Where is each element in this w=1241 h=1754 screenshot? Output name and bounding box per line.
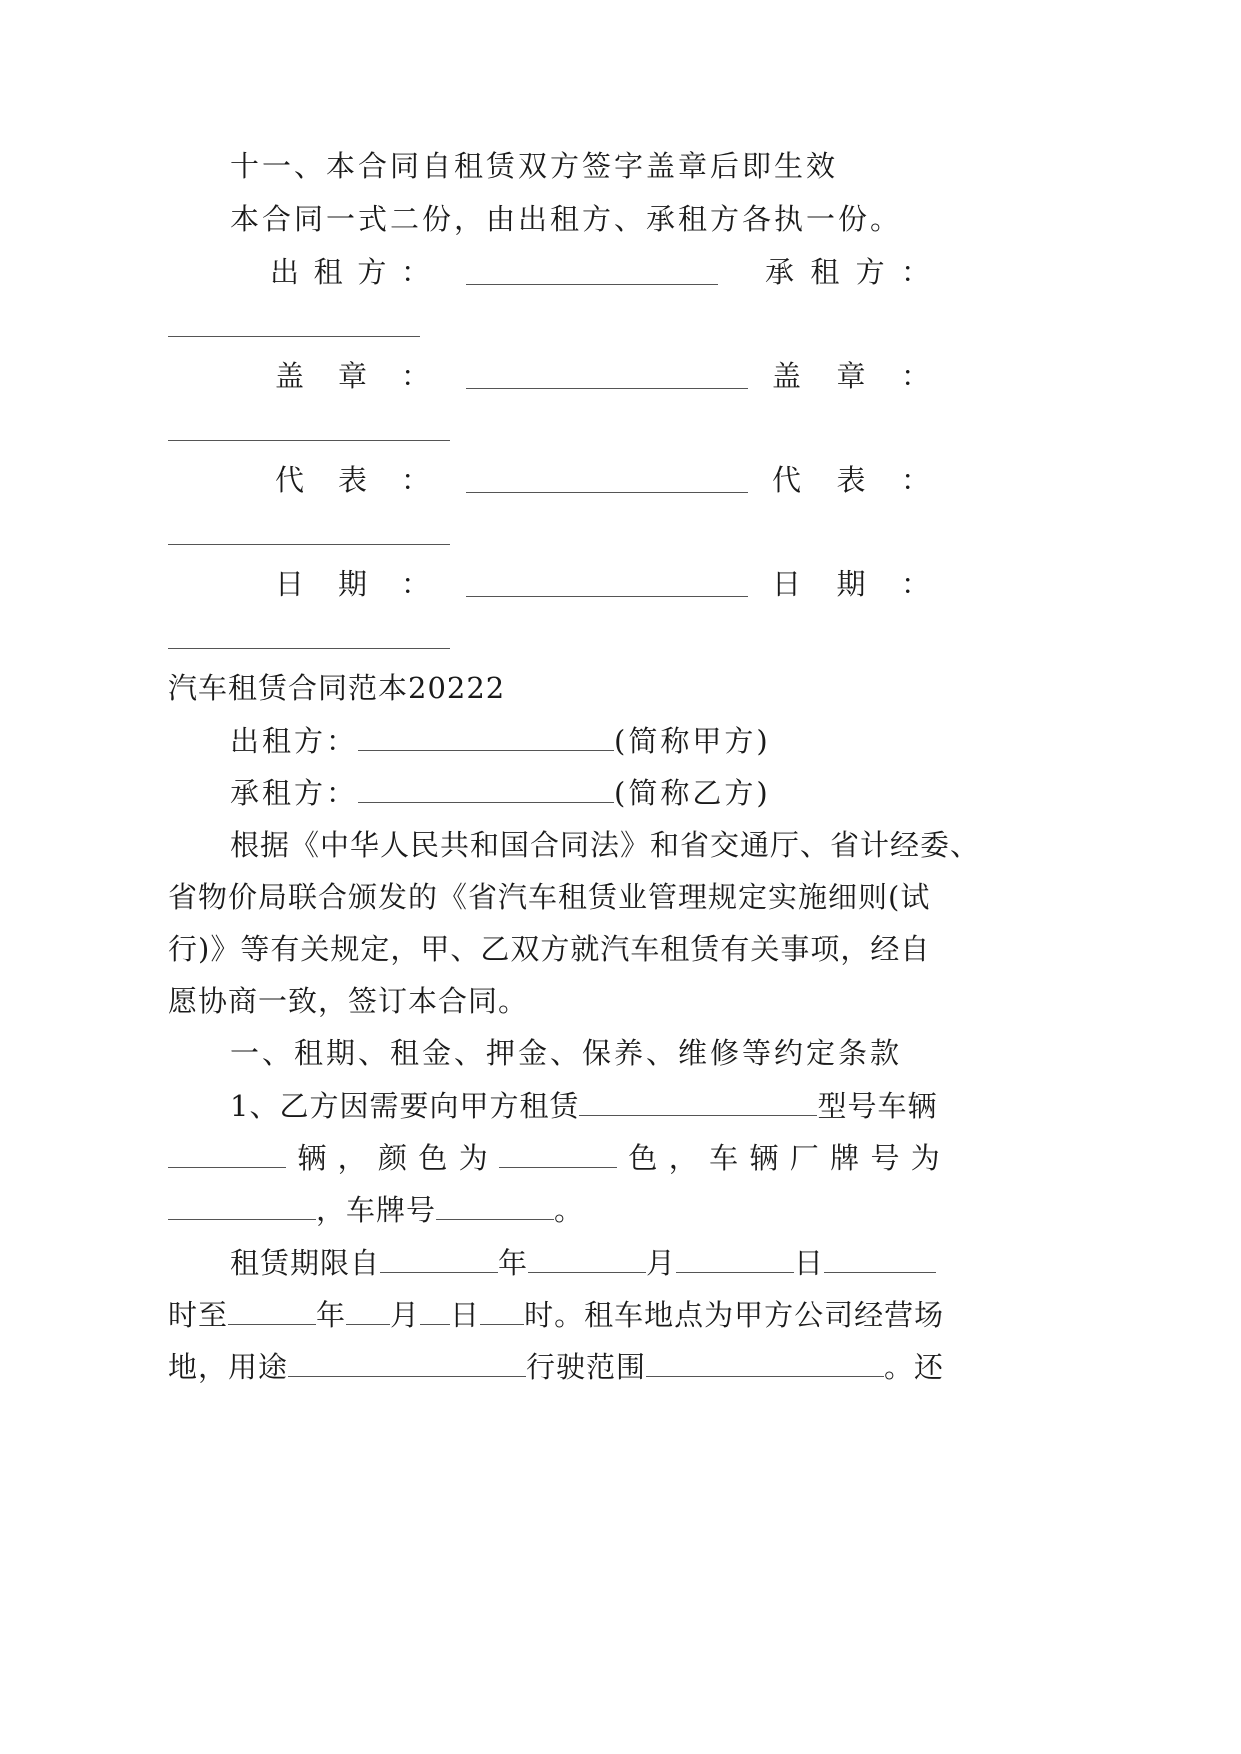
label-char: 期 — [337, 567, 367, 601]
item1-char: ， — [668, 1141, 698, 1175]
lessor-seal-label — [275, 356, 430, 396]
start-day-field[interactable] — [676, 1242, 794, 1273]
vehicle-model-field[interactable] — [579, 1085, 817, 1116]
label-char: 表 — [836, 463, 866, 497]
lessee-date-field[interactable] — [168, 647, 450, 649]
label-char: 代 — [275, 463, 305, 497]
label-char: 日 — [275, 567, 305, 601]
lessee-line — [230, 772, 771, 813]
item1-line2 — [168, 1137, 940, 1178]
label-char: 代 — [772, 463, 802, 497]
lessor-signature-field[interactable] — [466, 283, 718, 285]
lessor-rep-label — [275, 460, 430, 500]
lease-text: 租赁期限自 — [230, 1246, 381, 1280]
lessor-label: 出租方： — [230, 724, 359, 758]
lessor-date-field[interactable] — [466, 595, 748, 597]
lessor-rep-field[interactable] — [466, 491, 748, 493]
item1-char: 色 — [628, 1141, 658, 1175]
contract-title: 汽车租赁合同范本20222 — [168, 671, 506, 705]
label-char: 承 — [765, 255, 795, 289]
label-char: 出 — [270, 255, 300, 289]
item1-char: 厂 — [789, 1141, 819, 1175]
lease-text: 地，用途 — [168, 1350, 289, 1384]
lease-text: 年 — [316, 1298, 347, 1332]
vehicle-count-field[interactable] — [168, 1137, 286, 1168]
lessor-line — [230, 720, 771, 761]
factory-plate-field[interactable] — [168, 1189, 316, 1220]
lessor-date-label — [275, 564, 430, 604]
label-char: 租 — [313, 255, 343, 289]
end-year-field[interactable] — [228, 1294, 316, 1325]
label-colon: ： — [400, 359, 430, 393]
preamble-line: 愿协商一致，签订本合同。 — [168, 984, 529, 1018]
label-char: 盖 — [275, 359, 305, 393]
lease-text: 。还 — [884, 1350, 945, 1384]
lease-line2 — [168, 1294, 944, 1335]
lessor-seal-field[interactable] — [466, 387, 748, 389]
item1-text: 型号车辆 — [817, 1089, 938, 1123]
item1-char: 牌 — [830, 1141, 860, 1175]
lessor-signature-label — [270, 252, 430, 292]
label-colon: ： — [400, 567, 430, 601]
label-char: 日 — [772, 567, 802, 601]
lease-text: 月 — [646, 1246, 677, 1280]
driving-range-field[interactable] — [646, 1346, 884, 1377]
start-hour-field[interactable] — [824, 1242, 936, 1273]
label-char: 表 — [337, 463, 367, 497]
lessee-date-label — [772, 564, 930, 604]
lease-text: 行驶范围 — [526, 1350, 647, 1384]
label-colon: ： — [900, 255, 930, 289]
lessor-note: (简称甲方) — [614, 724, 771, 758]
section-title: 一、租期、租金、押金、保养、维修等约定条款 — [230, 1036, 903, 1070]
start-year-field[interactable] — [380, 1242, 498, 1273]
preamble-line: 省物价局联合颁发的《省汽车租赁业管理规定实施细则(试 — [168, 880, 931, 914]
label-char: 方 — [357, 255, 387, 289]
label-colon: ： — [400, 463, 430, 497]
label-colon: ： — [400, 255, 430, 289]
lessee-seal-field[interactable] — [168, 439, 450, 441]
preamble-line: 行)》等有关规定，甲、乙双方就汽车租赁有关事项，经自 — [168, 932, 931, 966]
end-day-field[interactable] — [420, 1294, 450, 1325]
item1-char: 为 — [458, 1141, 488, 1175]
item1-char: 辆 — [297, 1141, 327, 1175]
lessee-seal-label — [772, 356, 930, 396]
label-colon: ： — [900, 359, 930, 393]
lease-text: 时。租车地点为甲方公司经营场 — [524, 1298, 945, 1332]
item1-char: 车 — [709, 1141, 739, 1175]
item1-char: 颜 — [378, 1141, 408, 1175]
label-char: 盖 — [772, 359, 802, 393]
lessor-name-field[interactable] — [358, 720, 614, 751]
clause-copies: 本合同一式二份，由出租方、承租方各执一份。 — [230, 202, 903, 236]
item1-char: 色 — [418, 1141, 448, 1175]
clause-title: 十一、本合同自租赁双方签字盖章后即生效 — [230, 149, 839, 183]
label-char: 期 — [836, 567, 866, 601]
end-month-field[interactable] — [346, 1294, 390, 1325]
label-colon: ： — [900, 567, 930, 601]
item1-text: 。 — [554, 1193, 585, 1227]
label-colon: ： — [900, 463, 930, 497]
lessee-note: (简称乙方) — [614, 776, 771, 810]
item1-char: 为 — [910, 1141, 940, 1175]
item1-line1 — [230, 1085, 937, 1126]
lease-text: 日 — [450, 1298, 481, 1332]
start-month-field[interactable] — [528, 1242, 646, 1273]
lessee-signature-label — [765, 252, 930, 292]
lease-text: 月 — [390, 1298, 421, 1332]
lessee-label: 承租方： — [230, 776, 359, 810]
label-char: 章 — [836, 359, 866, 393]
lessee-rep-label — [772, 460, 930, 500]
label-char: 方 — [855, 255, 885, 289]
lease-text: 日 — [794, 1246, 825, 1280]
lessee-rep-field[interactable] — [168, 543, 450, 545]
item1-char: ， — [337, 1141, 367, 1175]
plate-number-field[interactable] — [436, 1189, 554, 1220]
item1-line3 — [168, 1189, 584, 1230]
label-char: 章 — [337, 359, 367, 393]
item1-text: 1、乙方因需要向甲方租赁 — [230, 1089, 580, 1123]
lease-line3 — [168, 1346, 944, 1387]
lease-text: 年 — [498, 1246, 529, 1280]
purpose-field[interactable] — [288, 1346, 526, 1377]
end-hour-field[interactable] — [480, 1294, 524, 1325]
vehicle-color-field[interactable] — [499, 1137, 617, 1168]
lease-line1 — [230, 1242, 936, 1283]
item1-char: 辆 — [749, 1141, 779, 1175]
item1-char: 号 — [870, 1141, 900, 1175]
lease-text: 时至 — [168, 1298, 229, 1332]
lessee-name-field[interactable] — [358, 772, 614, 803]
label-char: 租 — [810, 255, 840, 289]
lessee-signature-field[interactable] — [168, 335, 420, 337]
item1-text: ，车牌号 — [316, 1193, 437, 1227]
preamble-line: 根据《中华人民共和国合同法》和省交通厅、省计经委、 — [230, 828, 981, 862]
